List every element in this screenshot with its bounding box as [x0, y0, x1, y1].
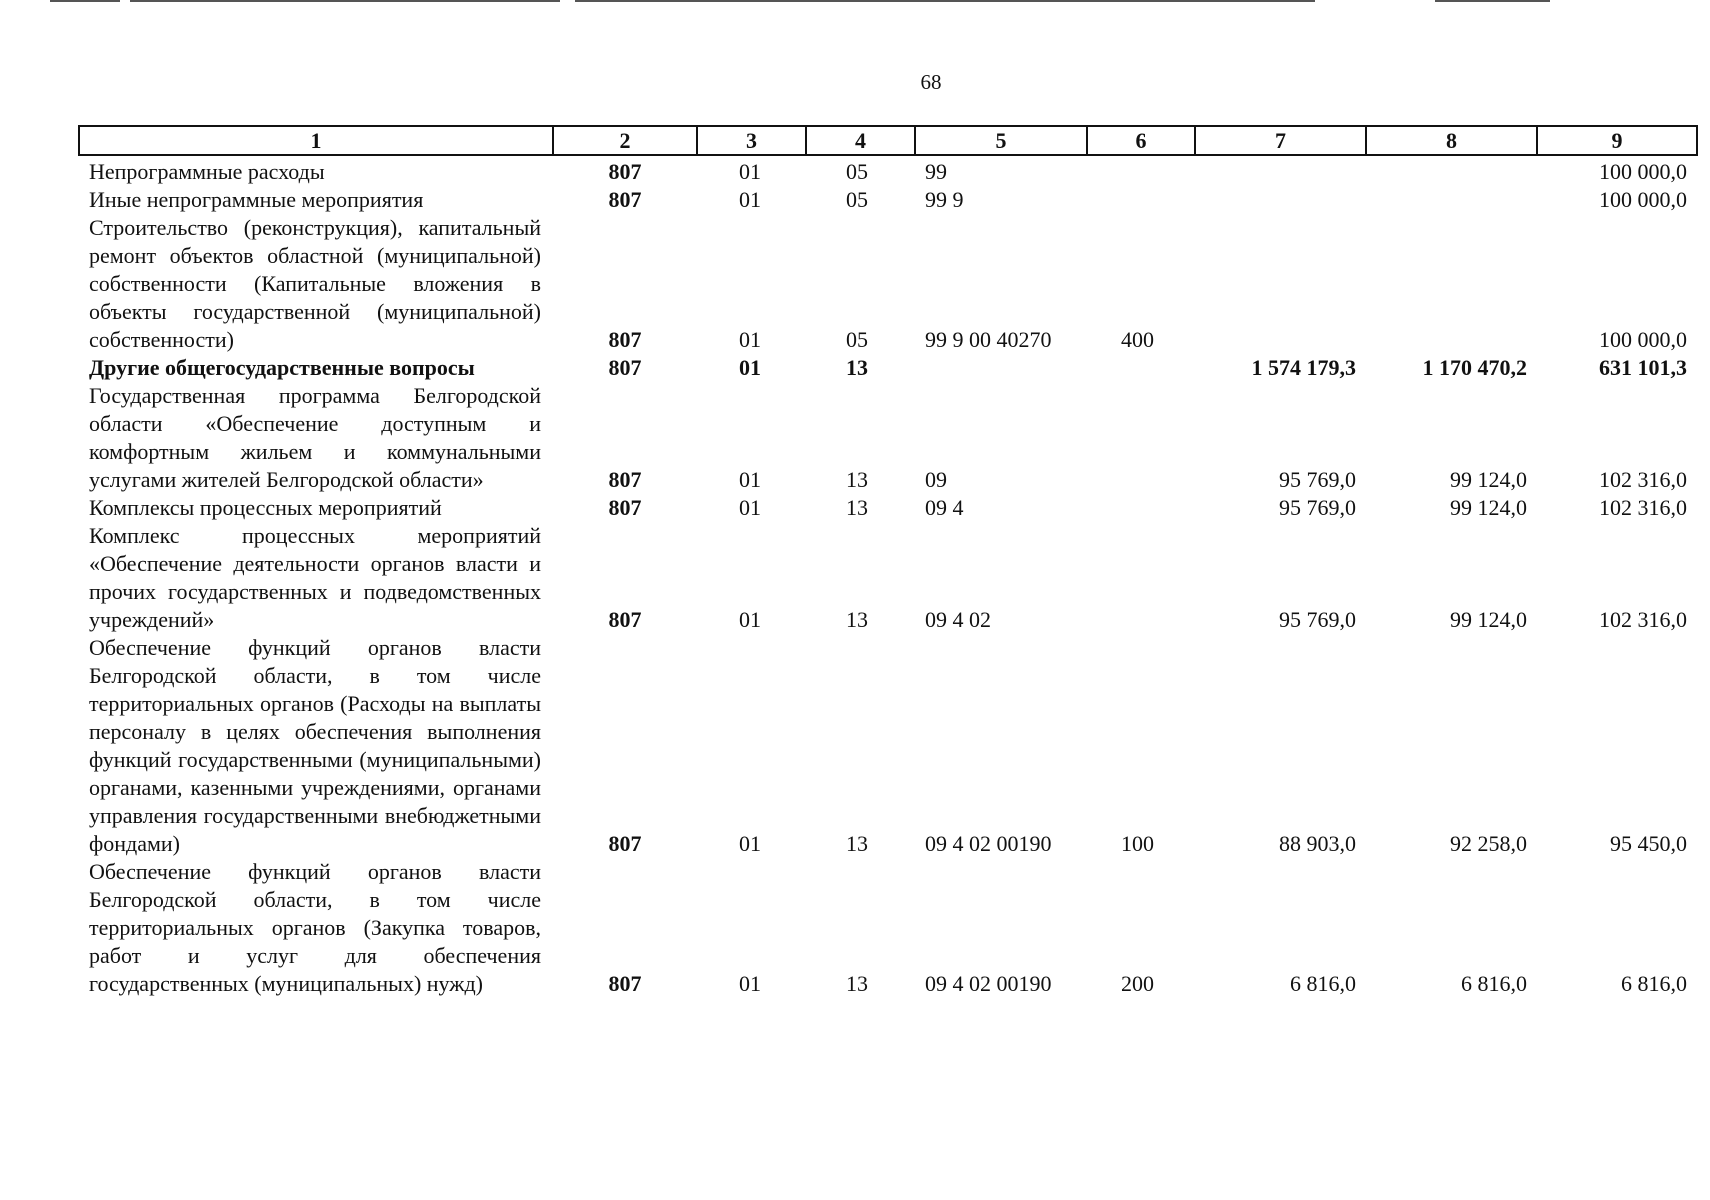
- row-target: [915, 354, 1087, 382]
- row-amount-9: 6 816,0: [1621, 971, 1687, 996]
- row-name: Обеспечение функций органов власти Белгородской области, в том числе территориальных органов (Закупка товаров, работ и услуг для обеспечения государственных (муниципальных) нужд): [89, 859, 541, 996]
- row-amount-9: 100 000,0: [1599, 327, 1687, 352]
- row-subsection: 13: [846, 607, 868, 632]
- row-amount-7: 1 574 179,3: [1251, 355, 1356, 380]
- row-amount-9: 631 101,3: [1599, 355, 1687, 380]
- table-row: [79, 858, 1697, 998]
- col-header-5: 5: [915, 126, 1087, 155]
- row-amount-8: 92 258,0: [1450, 831, 1527, 856]
- row-expense-type: [1087, 155, 1195, 186]
- row-name: Обеспечение функций органов власти Белгородской области, в том числе территориальных органов (Расходы на выплаты персоналу в целях обеспечения выполнения функций государственными (муниципальными) органами, казенными учреждениями, органами управления государственными внебюджетными фондами): [89, 635, 541, 856]
- table-body: [79, 155, 1697, 998]
- row-expense-type: 400: [1121, 327, 1154, 352]
- table-row: [79, 382, 1697, 494]
- row-amount-9: 100 000,0: [1599, 159, 1687, 184]
- col-header-2: 2: [553, 126, 697, 155]
- row-section: 01: [739, 495, 761, 520]
- col-header-8: 8: [1366, 126, 1537, 155]
- row-amount-8: [1366, 214, 1537, 354]
- row-amount-9: 102 316,0: [1599, 607, 1687, 632]
- row-section: 01: [739, 159, 761, 184]
- row-section: 01: [739, 971, 761, 996]
- row-amount-9: 95 450,0: [1610, 831, 1687, 856]
- row-section: 01: [739, 187, 761, 212]
- row-amount-7: 95 769,0: [1279, 495, 1356, 520]
- table-row-section-total: [79, 354, 1697, 382]
- row-amount-8: [1366, 186, 1537, 214]
- row-name: Комплекс процессных мероприятий «Обеспечение деятельности органов власти и прочих государственных и подведомственных учреждений»: [89, 523, 541, 632]
- row-amount-9: 102 316,0: [1599, 467, 1687, 492]
- row-name: Другие общегосударственные вопросы: [89, 355, 475, 380]
- row-amount-8: 1 170 470,2: [1422, 355, 1527, 380]
- row-section: 01: [739, 327, 761, 352]
- row-target: 09 4: [925, 495, 964, 520]
- table-row: [79, 522, 1697, 634]
- row-name: Комплексы процессных мероприятий: [89, 495, 442, 520]
- scan-top-rule-left: [50, 0, 120, 2]
- table-header: [79, 126, 1697, 155]
- row-expense-type: 200: [1121, 971, 1154, 996]
- row-name: Государственная программа Белгородской области «Обеспечение доступным и комфортным жильем и коммунальными услугами жителей Белгородской области»: [89, 383, 541, 492]
- row-amount-7: 88 903,0: [1279, 831, 1356, 856]
- row-subsection: 13: [846, 467, 868, 492]
- row-amount-8: 99 124,0: [1450, 467, 1527, 492]
- row-amount-9: 100 000,0: [1599, 187, 1687, 212]
- row-expense-type: [1087, 354, 1195, 382]
- row-amount-7: 95 769,0: [1279, 607, 1356, 632]
- row-target: 99 9: [925, 187, 964, 212]
- row-section: 01: [739, 355, 761, 380]
- row-code: 807: [608, 159, 642, 184]
- table-row: [79, 186, 1697, 214]
- row-expense-type: [1087, 186, 1195, 214]
- table-row: [79, 214, 1697, 354]
- row-subsection: 05: [846, 327, 868, 352]
- scan-top-rule-center: [575, 0, 1315, 2]
- row-code: 807: [608, 831, 642, 856]
- row-section: 01: [739, 467, 761, 492]
- row-subsection: 13: [846, 831, 868, 856]
- row-code: 807: [608, 355, 642, 380]
- row-target: 09: [925, 467, 947, 492]
- budget-table: [78, 125, 1698, 998]
- row-section: 01: [739, 831, 761, 856]
- row-amount-8: 6 816,0: [1461, 971, 1527, 996]
- table-row: [79, 634, 1697, 858]
- scan-top-rule-right: [1435, 0, 1550, 2]
- row-amount-7: 6 816,0: [1290, 971, 1356, 996]
- row-target: 09 4 02 00190: [925, 831, 1052, 856]
- row-code: 807: [608, 971, 642, 996]
- row-subsection: 13: [846, 355, 868, 380]
- row-name: Строительство (реконструкция), капитальный ремонт объектов областной (муниципальной) собственности (Капитальные вложения в объекты государственной (муниципальной) собственности): [89, 215, 541, 352]
- row-target: 09 4 02: [925, 607, 991, 632]
- row-expense-type: 100: [1121, 831, 1154, 856]
- row-subsection: 05: [846, 159, 868, 184]
- row-amount-7: [1195, 214, 1366, 354]
- row-amount-7: [1195, 186, 1366, 214]
- table-row: [79, 155, 1697, 186]
- col-header-4: 4: [806, 126, 915, 155]
- row-target: 09 4 02 00190: [925, 971, 1052, 996]
- row-amount-8: 99 124,0: [1450, 607, 1527, 632]
- col-header-7: 7: [1195, 126, 1366, 155]
- row-expense-type: [1087, 382, 1195, 494]
- row-amount-8: 99 124,0: [1450, 495, 1527, 520]
- page-number: 68: [920, 70, 942, 94]
- col-header-9: 9: [1537, 126, 1697, 155]
- row-subsection: 05: [846, 187, 868, 212]
- row-code: 807: [608, 327, 642, 352]
- col-header-3: 3: [697, 126, 806, 155]
- row-subsection: 13: [846, 971, 868, 996]
- row-amount-8: [1366, 155, 1537, 186]
- row-expense-type: [1087, 522, 1195, 634]
- table-row: [79, 494, 1697, 522]
- row-name: Иные непрограммные мероприятия: [89, 187, 424, 212]
- row-code: 807: [608, 607, 642, 632]
- scan-top-rule-mid: [130, 0, 560, 2]
- row-code: 807: [608, 467, 642, 492]
- row-target: 99: [925, 159, 947, 184]
- row-amount-7: [1195, 155, 1366, 186]
- row-code: 807: [608, 495, 642, 520]
- row-amount-7: 95 769,0: [1279, 467, 1356, 492]
- row-subsection: 13: [846, 495, 868, 520]
- row-name: Непрограммные расходы: [89, 159, 325, 184]
- row-target: 99 9 00 40270: [925, 327, 1052, 352]
- row-amount-9: 102 316,0: [1599, 495, 1687, 520]
- row-section: 01: [739, 607, 761, 632]
- col-header-6: 6: [1087, 126, 1195, 155]
- col-header-1: 1: [79, 126, 553, 155]
- row-expense-type: [1087, 494, 1195, 522]
- row-code: 807: [608, 187, 642, 212]
